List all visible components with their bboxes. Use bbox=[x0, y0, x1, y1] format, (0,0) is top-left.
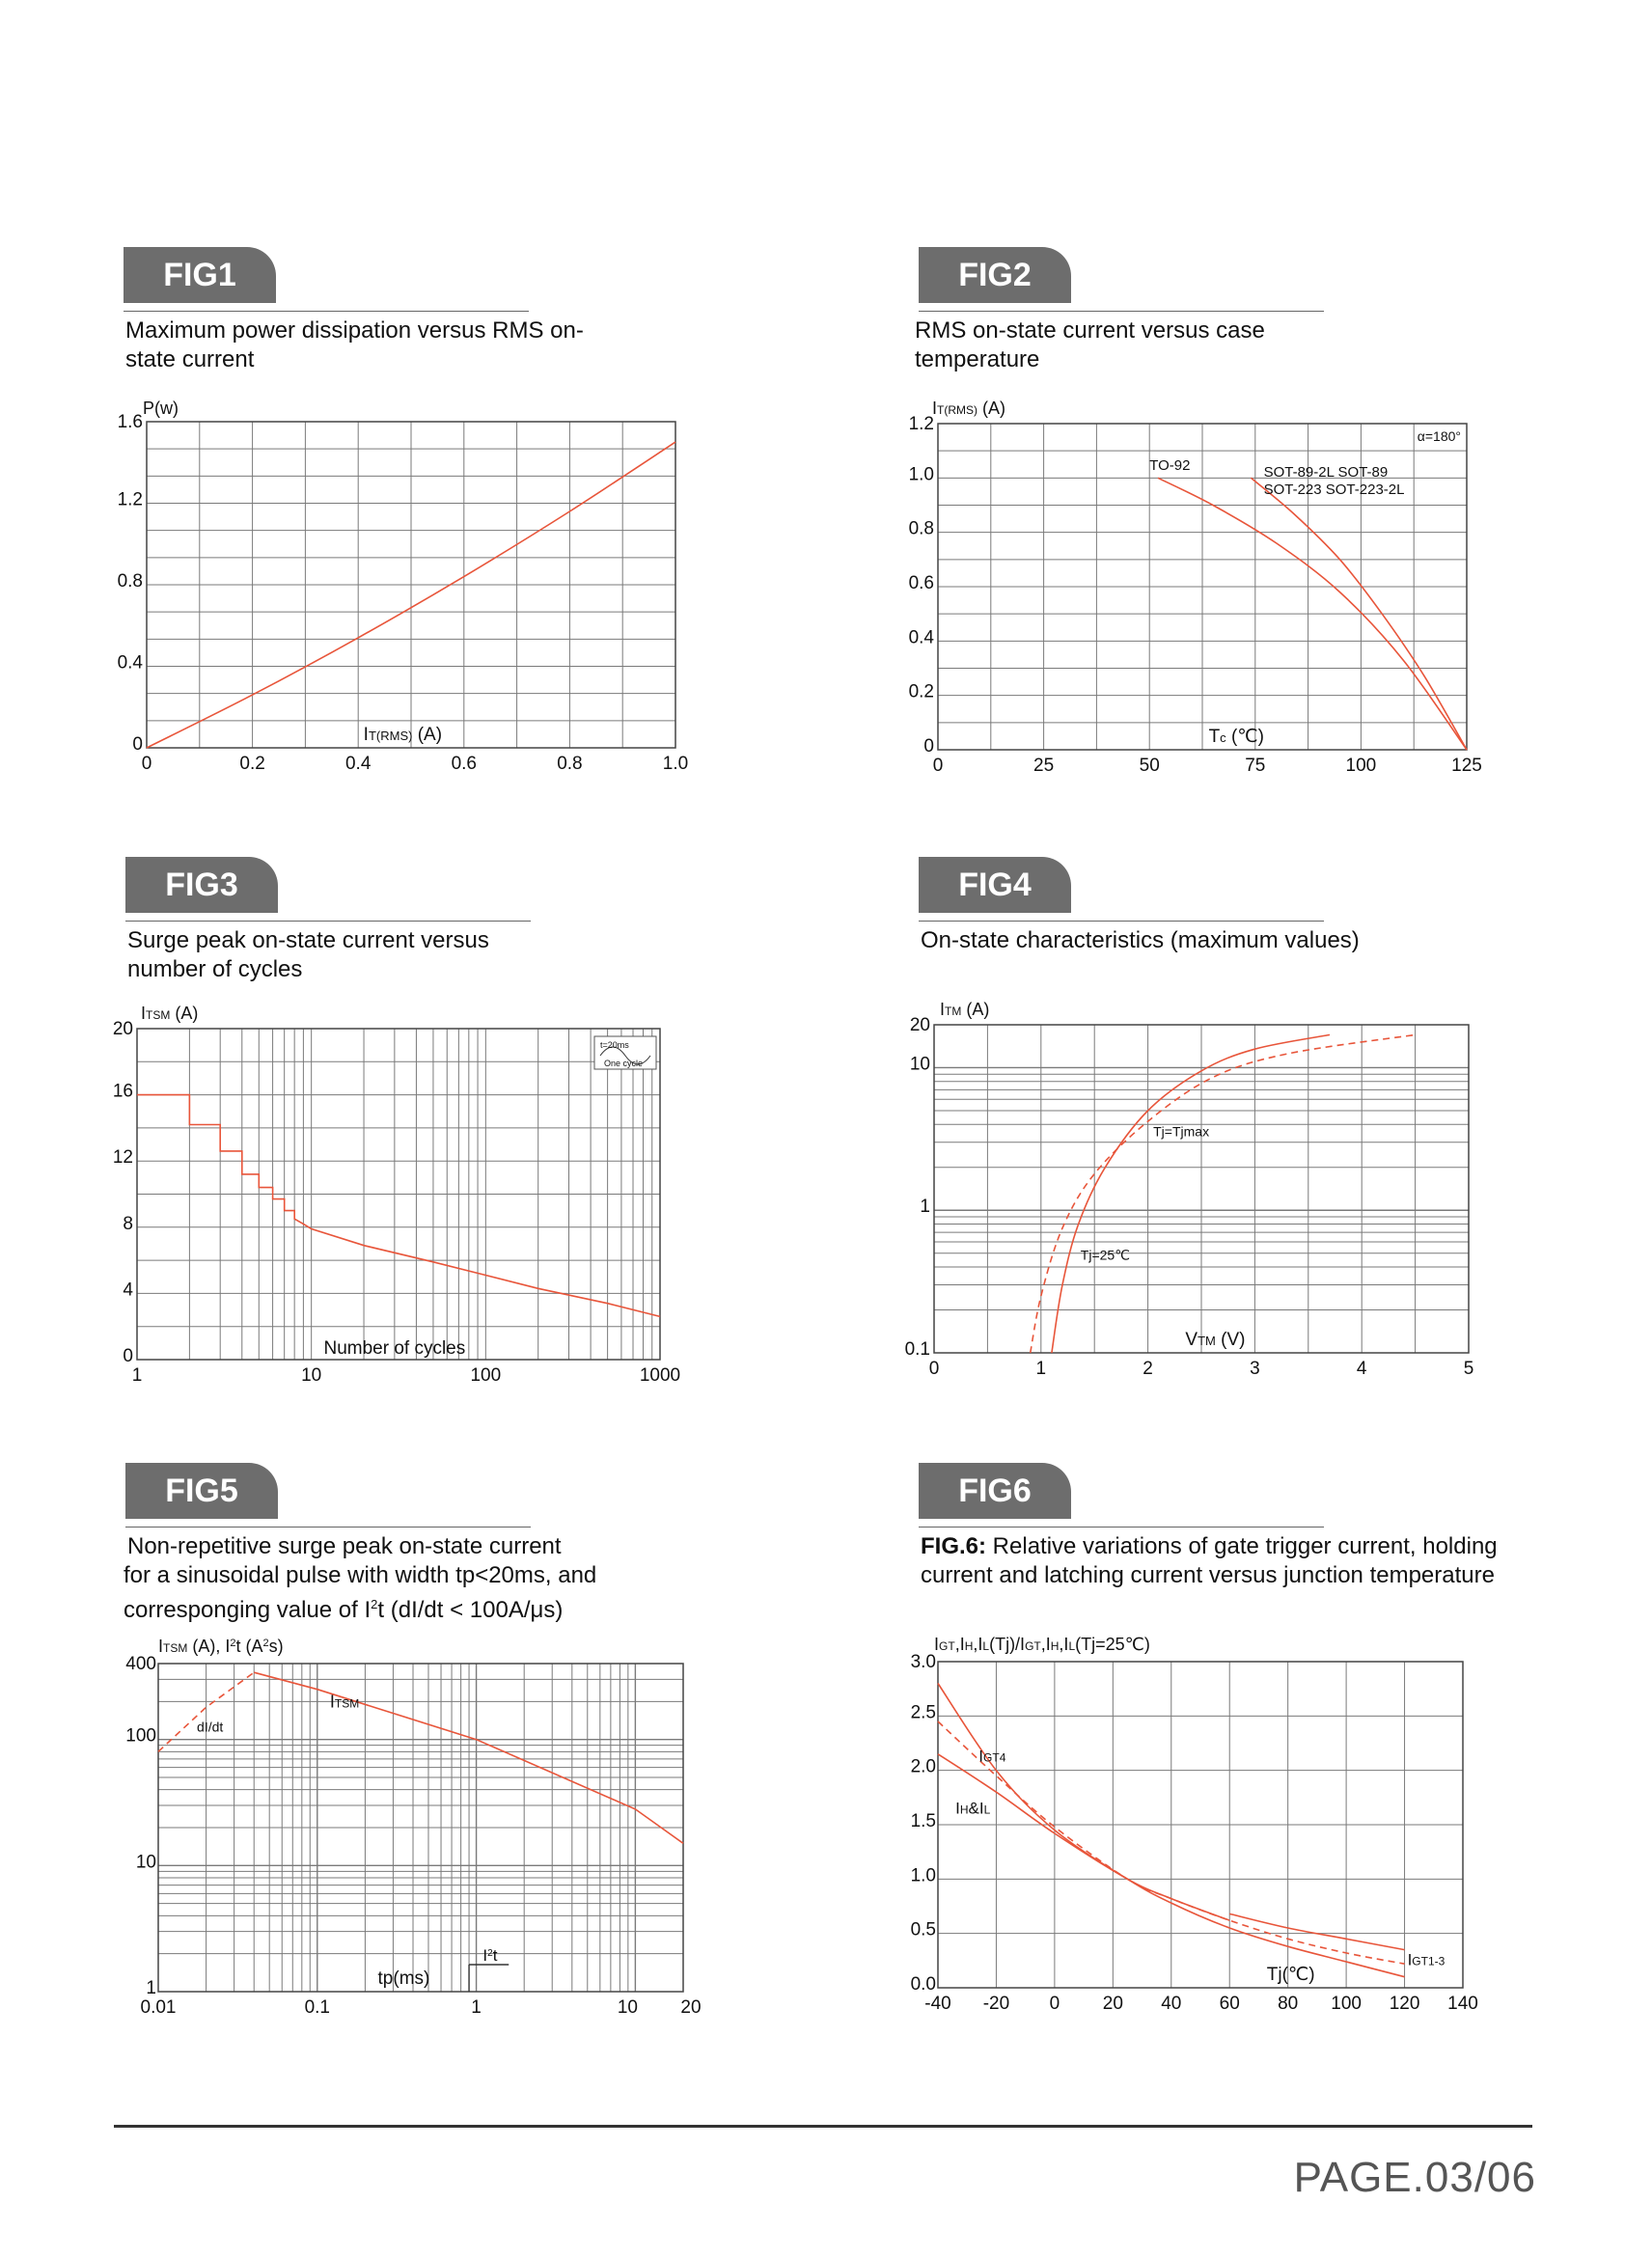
figure-2 bbox=[908, 247, 1652, 865]
fig6-ylabel-part-4: ,I bbox=[973, 1635, 983, 1654]
fig6-xtick-part-0: 120 bbox=[1389, 1994, 1420, 2014]
fig2-ytick-part-0: 0.6 bbox=[908, 573, 934, 593]
fig6-ylabel-part-0: I bbox=[934, 1635, 940, 1654]
fig5-i2t-label bbox=[482, 1946, 497, 1965]
fig6-ytick-part-0: 1.0 bbox=[910, 1865, 936, 1886]
fig4-tjmax-line bbox=[1031, 1034, 1416, 1353]
fig2-ylabel-part-2: (A) bbox=[977, 399, 1006, 418]
fig6-ylabel-part-1: GT bbox=[939, 1639, 955, 1653]
fig2-xlabel-part-1: c bbox=[1220, 730, 1226, 745]
fig2-xlabel-part-0: T bbox=[1208, 727, 1221, 747]
fig2-xtick-part-0: 50 bbox=[1139, 756, 1160, 776]
fig6-ylabel-part-11: L bbox=[1068, 1639, 1076, 1653]
fig5-xtick-part-0: 0.01 bbox=[140, 1997, 177, 2018]
fig1-ytick-part-0: 1.6 bbox=[117, 412, 143, 432]
fig6-ihil-label-part-3: L bbox=[983, 1803, 991, 1817]
fig4-tjmax-label-part-0: Tj=Tjmax bbox=[1153, 1123, 1210, 1140]
fig5-xtick-part-0: 20 bbox=[680, 1997, 702, 2018]
fig6-ytick bbox=[911, 1974, 936, 1995]
fig1-ytick-part-0: 0.4 bbox=[117, 652, 143, 674]
fig1-ytick bbox=[132, 734, 143, 755]
fig6-ylabel-part-5: L bbox=[982, 1639, 990, 1653]
fig2-xlabel bbox=[1209, 727, 1264, 747]
figure-3 bbox=[112, 857, 859, 1474]
fig2-ytick-part-0: 0.8 bbox=[908, 518, 934, 539]
fig6-igt4-label-part-0: I bbox=[978, 1747, 984, 1766]
fig5-ylabel-part-4: t (A bbox=[235, 1637, 263, 1656]
fig6-ihil-label bbox=[955, 1800, 990, 1818]
fig3-ytick-part-0: 0 bbox=[123, 1346, 133, 1366]
fig6-series-line-1 bbox=[938, 1754, 1229, 1920]
fig3-ytick bbox=[123, 1346, 133, 1366]
fig3-ytick-part-0: 20 bbox=[112, 1019, 133, 1039]
figure-1 bbox=[117, 247, 857, 865]
fig4-xlabel-part-2: (V) bbox=[1215, 1330, 1246, 1350]
fig6-xtick bbox=[1331, 1994, 1362, 2014]
fig4-badge: FIG4 bbox=[919, 857, 1071, 913]
fig6-xtick bbox=[1050, 1994, 1060, 2014]
fig6-caption-bold: FIG.6: bbox=[921, 1533, 987, 1559]
fig3-ylabel bbox=[141, 1004, 198, 1023]
fig6-xtick-part-0: 60 bbox=[1219, 1994, 1240, 2014]
fig6-ylabel-part-8: ,I bbox=[1040, 1635, 1051, 1654]
fig4-ytick-part-0: 10 bbox=[909, 1054, 930, 1075]
fig4-xlabel bbox=[1185, 1330, 1245, 1350]
fig3-chart bbox=[112, 857, 859, 1417]
fig2-ytick-part-0: 0.2 bbox=[908, 681, 934, 702]
fig3-ylabel-part-2: (A) bbox=[170, 1004, 199, 1023]
fig2-ytick-part-0: 0.4 bbox=[908, 627, 934, 648]
fig2-ytick bbox=[909, 627, 935, 647]
fig5-xtick bbox=[471, 1997, 482, 2018]
fig4-tj25-label bbox=[1081, 1247, 1130, 1262]
fig6-xtick bbox=[1103, 1994, 1123, 2014]
fig5-xlabel bbox=[378, 1968, 430, 1989]
fig5-xlabel-part-0: tp(ms) bbox=[377, 1968, 430, 1989]
fig3-ytick bbox=[113, 1082, 133, 1102]
fig5-ylabel-part-3: 2 bbox=[230, 1638, 236, 1649]
fig5-xtick-part-0: 0.1 bbox=[304, 1997, 331, 2018]
fig4-tj25-label-part-0: Tj=25℃ bbox=[1080, 1247, 1130, 1263]
fig4-ytick bbox=[910, 1054, 930, 1074]
fig3-xtick bbox=[640, 1365, 680, 1386]
fig6-ihil-label-part-2: &I bbox=[968, 1799, 984, 1818]
fig1-ytick bbox=[118, 412, 143, 432]
fig5-badge: FIG5 bbox=[125, 1463, 278, 1519]
fig6-ylabel-part-10: ,I bbox=[1059, 1635, 1069, 1654]
fig6-caption-rest: Relative variations of gate trigger current, holding current and latching current versus junction temperature bbox=[921, 1533, 1498, 1588]
fig3-ylabel-part-0: I bbox=[141, 1004, 147, 1023]
fig1-ytick bbox=[118, 490, 143, 510]
fig1-ytick-part-0: 0.8 bbox=[117, 571, 143, 592]
fig2-xtick bbox=[933, 756, 944, 776]
fig6-igt13-label-part-0: I bbox=[1407, 1950, 1413, 1969]
fig2-xtick bbox=[1140, 756, 1160, 776]
fig2-ytick bbox=[909, 464, 934, 484]
fig5-caption-line3-sup: 2 bbox=[371, 1597, 378, 1611]
fig6-xlabel bbox=[1267, 1965, 1315, 1985]
fig1-xlabel-part-2: (A) bbox=[412, 725, 443, 745]
fig1-xtick bbox=[345, 754, 372, 774]
fig6-xtick-part-0: 140 bbox=[1447, 1994, 1478, 2014]
fig1-xtick bbox=[452, 754, 477, 774]
fig3-inset-top bbox=[600, 1040, 629, 1050]
fig3-xtick-part-0: 1 bbox=[131, 1365, 143, 1386]
fig2-to92-label-part-0: TO-92 bbox=[1149, 456, 1191, 474]
fig2-ytick-part-0: 0 bbox=[923, 736, 934, 757]
fig1-xtick-part-0: 0.8 bbox=[557, 754, 583, 774]
fig2-xtick bbox=[1346, 756, 1377, 776]
fig5-ytick bbox=[136, 1852, 156, 1872]
fig4-xtick bbox=[1357, 1359, 1367, 1379]
fig1-xtick bbox=[663, 754, 688, 774]
fig2-alpha-label-part-0: α=180° bbox=[1417, 428, 1461, 444]
fig4-ytick bbox=[920, 1197, 930, 1217]
fig1-xlabel bbox=[364, 725, 442, 745]
fig2-to92-label bbox=[1149, 457, 1190, 474]
fig4-ylabel-part-1: TM bbox=[945, 1005, 962, 1018]
fig2-xtick-part-0: 100 bbox=[1345, 756, 1377, 776]
fig2-ylabel-part-0: I bbox=[932, 399, 938, 418]
fig2-ytick bbox=[909, 682, 934, 702]
fig1-ytick-part-0: 0 bbox=[132, 734, 143, 755]
fig1-ytick bbox=[118, 571, 143, 592]
fig3-ylabel-part-1: TSM bbox=[146, 1008, 171, 1022]
fig2-alpha-label bbox=[1418, 428, 1461, 444]
fig3-caption: Surge peak on-state current versus number of cycles bbox=[127, 927, 489, 982]
fig6-ihil-label-part-0: I bbox=[955, 1799, 960, 1818]
fig4-xtick bbox=[1143, 1359, 1153, 1379]
fig2-xtick-part-0: 0 bbox=[932, 756, 944, 776]
fig6-xtick bbox=[1220, 1994, 1240, 2014]
fig6-xtick-part-0: 20 bbox=[1102, 1994, 1123, 2014]
fig5-itsm-label-part-0: I bbox=[329, 1692, 335, 1712]
fig2-sot-label-1-part-0: SOT-89-2L SOT-89 bbox=[1263, 463, 1389, 481]
fig6-igt4-label bbox=[978, 1748, 1005, 1766]
fig4-xlabel-part-1: TM bbox=[1198, 1334, 1216, 1348]
fig4-xtick bbox=[1250, 1359, 1260, 1379]
page-number: PAGE.03/06 bbox=[1293, 2154, 1536, 2201]
fig6-xtick bbox=[1278, 1994, 1298, 2014]
fig6-xtick-part-0: -40 bbox=[924, 1994, 951, 2014]
fig5-ylabel-part-1: TSM bbox=[163, 1641, 188, 1655]
fig5-ylabel-part-6: s) bbox=[268, 1637, 284, 1656]
fig4-chart bbox=[904, 857, 1594, 1417]
fig3-inset-top-part-0: t=20ms bbox=[600, 1040, 629, 1050]
fig3-xtick bbox=[470, 1365, 501, 1386]
fig1-ylabel-part-0: P(w) bbox=[143, 399, 179, 418]
fig2-ytick bbox=[909, 414, 934, 434]
fig4-xlabel-part-0: V bbox=[1185, 1330, 1198, 1350]
fig6-ylabel-part-7: GT bbox=[1025, 1639, 1041, 1653]
fig6-badge: FIG6 bbox=[919, 1463, 1071, 1519]
fig5-itsm-label-part-1: TSM bbox=[334, 1696, 360, 1711]
fig2-xtick-part-0: 75 bbox=[1245, 756, 1266, 776]
fig2-badge: FIG2 bbox=[919, 247, 1071, 303]
fig2-ylabel-part-1: T(RMS) bbox=[937, 403, 978, 417]
fig4-xtick bbox=[929, 1359, 940, 1379]
fig6-xtick-part-0: 100 bbox=[1331, 1994, 1362, 2014]
fig5-itsm-label bbox=[330, 1692, 359, 1711]
fig6-ylabel-part-9: H bbox=[1050, 1639, 1060, 1653]
fig6-ylabel-part-2: ,I bbox=[954, 1635, 965, 1654]
fig1-ytick-part-0: 1.2 bbox=[117, 489, 143, 510]
fig1-xtick-part-0: 0.6 bbox=[451, 754, 478, 774]
fig4-xtick-part-0: 5 bbox=[1463, 1359, 1474, 1379]
fig2-chart bbox=[908, 247, 1594, 807]
fig6-ytick bbox=[911, 1652, 936, 1672]
fig6-ytick bbox=[911, 1811, 936, 1831]
fig5-ylabel-part-0: I bbox=[158, 1637, 164, 1656]
fig5-ytick bbox=[125, 1726, 156, 1747]
fig5-xtick bbox=[680, 1997, 701, 2018]
fig1-xtick bbox=[557, 754, 582, 774]
fig1-xtick-part-0: 1.0 bbox=[662, 754, 689, 774]
fig5-i2t-label-part-1: 2 bbox=[487, 1947, 493, 1959]
fig1-xlabel-part-0: I bbox=[363, 725, 369, 745]
fig6-xtick-part-0: 80 bbox=[1278, 1994, 1299, 2014]
fig4-ytick-part-0: 1 bbox=[920, 1197, 930, 1218]
fig3-inset-bottom-part-0: One cycle bbox=[604, 1059, 644, 1068]
fig2-xlabel-part-2: (℃) bbox=[1225, 727, 1264, 747]
fig6-xtick bbox=[924, 1994, 950, 2014]
fig4-xtick-part-0: 2 bbox=[1143, 1359, 1153, 1379]
fig2-xtick-part-0: 125 bbox=[1451, 756, 1482, 776]
fig6-xlabel-part-0: Tj(℃) bbox=[1266, 1965, 1315, 1985]
fig4-xtick-part-0: 1 bbox=[1035, 1359, 1047, 1379]
fig5-ylabel-part-5: 2 bbox=[262, 1638, 269, 1649]
fig6-xtick bbox=[1161, 1994, 1181, 2014]
fig6-ylabel-part-3: H bbox=[964, 1639, 974, 1653]
fig1-caption: Maximum power dissipation versus RMS on-state current bbox=[125, 317, 584, 372]
fig1-ylabel bbox=[143, 399, 179, 418]
figure-6 bbox=[910, 1463, 1652, 2080]
fig1-xlabel-part-1: T(RMS) bbox=[368, 729, 413, 743]
fig6-ytick-part-0: 2.5 bbox=[910, 1702, 936, 1723]
fig6-ytick-part-0: 3.0 bbox=[910, 1652, 936, 1672]
fig1-ytick bbox=[118, 653, 144, 674]
fig4-ytick bbox=[905, 1339, 930, 1360]
figure-4 bbox=[904, 857, 1652, 1474]
fig6-igt13-label bbox=[1408, 1950, 1446, 1968]
footer-rule bbox=[114, 2125, 1532, 2128]
fig3-ytick bbox=[123, 1280, 133, 1300]
fig2-xtick bbox=[1245, 756, 1265, 776]
fig5-ytick bbox=[146, 1978, 156, 1998]
fig6-ihil-label-part-1: H bbox=[959, 1803, 969, 1817]
fig5-caption-line3-a: corresponging value of I bbox=[124, 1597, 372, 1623]
fig6-igt4-label-part-1: GT4 bbox=[983, 1750, 1006, 1765]
fig3-inset-bottom bbox=[604, 1059, 643, 1068]
fig5-ytick bbox=[125, 1654, 156, 1674]
fig5-ytick-part-0: 100 bbox=[125, 1725, 156, 1747]
fig4-xtick bbox=[1464, 1359, 1474, 1379]
fig3-xtick-part-0: 1000 bbox=[639, 1365, 681, 1386]
fig3-xlabel bbox=[323, 1338, 465, 1359]
fig2-sot-label-2 bbox=[1264, 482, 1405, 498]
fig4-ytick-part-0: 0.1 bbox=[904, 1339, 930, 1360]
fig1-chart bbox=[117, 247, 857, 807]
fig4-xtick-part-0: 4 bbox=[1356, 1359, 1367, 1379]
fig5-ytick-part-0: 10 bbox=[135, 1852, 156, 1873]
fig2-ytick-part-0: 1.2 bbox=[908, 414, 934, 434]
fig4-xtick bbox=[1036, 1359, 1047, 1379]
fig5-xtick bbox=[618, 1997, 638, 2018]
fig4-caption: On-state characteristics (maximum values) bbox=[921, 927, 1360, 953]
fig4-xtick-part-0: 3 bbox=[1250, 1359, 1260, 1379]
fig2-ylabel bbox=[932, 399, 1005, 418]
fig5-didt-label-part-0: dI/dt bbox=[197, 1719, 224, 1735]
fig2-ytick bbox=[909, 519, 934, 539]
fig5-chart bbox=[125, 1463, 859, 2042]
fig6-xtick bbox=[1447, 1994, 1478, 2014]
fig5-i2t-label-part-0: I bbox=[482, 1946, 488, 1965]
fig6-ylabel-part-6: (Tj)/I bbox=[989, 1635, 1026, 1654]
fig6-series-line-3 bbox=[1229, 1913, 1404, 1949]
fig6-ylabel-part-12: (Tj=25℃) bbox=[1075, 1635, 1150, 1654]
fig4-ytick bbox=[910, 1015, 930, 1035]
fig5-ytick-part-0: 400 bbox=[125, 1654, 156, 1674]
fig2-xtick bbox=[1033, 756, 1054, 776]
fig3-ytick-part-0: 8 bbox=[123, 1213, 133, 1234]
fig1-xtick bbox=[239, 754, 264, 774]
fig2-caption: RMS on-state current versus case temperature bbox=[915, 317, 1265, 372]
fig6-xtick-part-0: -20 bbox=[982, 1994, 1010, 2014]
fig6-xtick-part-0: 0 bbox=[1049, 1994, 1060, 2014]
fig5-ylabel bbox=[158, 1637, 284, 1656]
fig5-caption-line3-c: t (dI/dt < 100A/μs) bbox=[377, 1597, 564, 1623]
fig6-ytick bbox=[911, 1757, 936, 1777]
fig6-igt13-label-part-1: GT1-3 bbox=[1412, 1954, 1446, 1968]
fig5-ytick-part-0: 1 bbox=[146, 1978, 156, 1998]
fig3-ytick bbox=[113, 1019, 133, 1039]
fig2-ytick-part-0: 1.0 bbox=[908, 464, 934, 485]
fig4-xtick-part-0: 0 bbox=[928, 1359, 940, 1379]
fig2-ytick bbox=[923, 736, 934, 757]
fig1-xtick bbox=[142, 754, 152, 774]
fig3-xtick-part-0: 10 bbox=[301, 1365, 322, 1386]
fig4-tj25-line bbox=[1052, 1034, 1330, 1353]
fig3-xtick-part-0: 100 bbox=[470, 1365, 502, 1386]
fig5-xtick bbox=[305, 1997, 330, 2018]
fig6-ytick-part-0: 2.0 bbox=[910, 1756, 936, 1777]
fig3-ytick-part-0: 16 bbox=[112, 1081, 133, 1102]
fig4-tjmax-label bbox=[1153, 1124, 1209, 1140]
fig4-ytick-part-0: 20 bbox=[909, 1015, 930, 1035]
fig1-xtick-part-0: 0 bbox=[141, 754, 152, 774]
fig3-ytick bbox=[113, 1147, 133, 1168]
fig6-ytick-part-0: 0.0 bbox=[910, 1974, 936, 1995]
fig6-ytick-part-0: 0.5 bbox=[910, 1919, 936, 1940]
fig6-xtick bbox=[1390, 1994, 1420, 2014]
fig5-caption-line2: for a sinusoidal pulse with width tp<20ms, and bbox=[124, 1562, 597, 1588]
figure-5 bbox=[125, 1463, 859, 2080]
fig5-xtick-part-0: 1 bbox=[471, 1997, 482, 2018]
fig1-badge: FIG1 bbox=[124, 247, 276, 303]
fig4-ylabel bbox=[940, 1000, 989, 1019]
fig5-caption-line1: Non-repetitive surge peak on-state current bbox=[127, 1533, 562, 1559]
fig6-ytick bbox=[911, 1702, 936, 1722]
fig2-sot-label-2-part-0: SOT-223 SOT-223-2L bbox=[1263, 482, 1405, 499]
fig3-xtick bbox=[301, 1365, 321, 1386]
fig6-xtick-part-0: 40 bbox=[1161, 1994, 1182, 2014]
fig1-xtick-part-0: 0.2 bbox=[239, 754, 265, 774]
fig5-xtick bbox=[141, 1997, 177, 2018]
fig3-ytick-part-0: 12 bbox=[112, 1147, 133, 1169]
fig3-ytick bbox=[123, 1214, 133, 1234]
fig6-ylabel bbox=[934, 1635, 1150, 1654]
fig2-ytick bbox=[909, 573, 934, 593]
fig6-chart bbox=[910, 1463, 1594, 2042]
fig2-xtick bbox=[1451, 756, 1482, 776]
fig3-xtick bbox=[132, 1365, 143, 1386]
fig1-xtick-part-0: 0.4 bbox=[344, 754, 372, 774]
fig2-xtick-part-0: 25 bbox=[1033, 756, 1055, 776]
fig3-xlabel-part-0: Number of cycles bbox=[323, 1338, 466, 1359]
fig4-ylabel-part-0: I bbox=[940, 1000, 946, 1019]
fig6-xtick bbox=[983, 1994, 1009, 2014]
fig5-didt-label bbox=[197, 1720, 223, 1735]
fig2-sot-label-1 bbox=[1264, 464, 1389, 481]
fig6-ytick-part-0: 1.5 bbox=[910, 1811, 936, 1831]
fig5-xtick-part-0: 10 bbox=[617, 1997, 638, 2018]
fig5-i2t-label-part-2: t bbox=[492, 1946, 498, 1965]
fig5-ylabel-part-2: (A), I bbox=[187, 1637, 231, 1656]
fig6-ytick bbox=[911, 1865, 936, 1885]
fig6-ytick bbox=[911, 1920, 936, 1940]
fig3-badge: FIG3 bbox=[125, 857, 278, 913]
fig3-ytick-part-0: 4 bbox=[123, 1280, 133, 1301]
fig4-ylabel-part-2: (A) bbox=[961, 1000, 990, 1019]
